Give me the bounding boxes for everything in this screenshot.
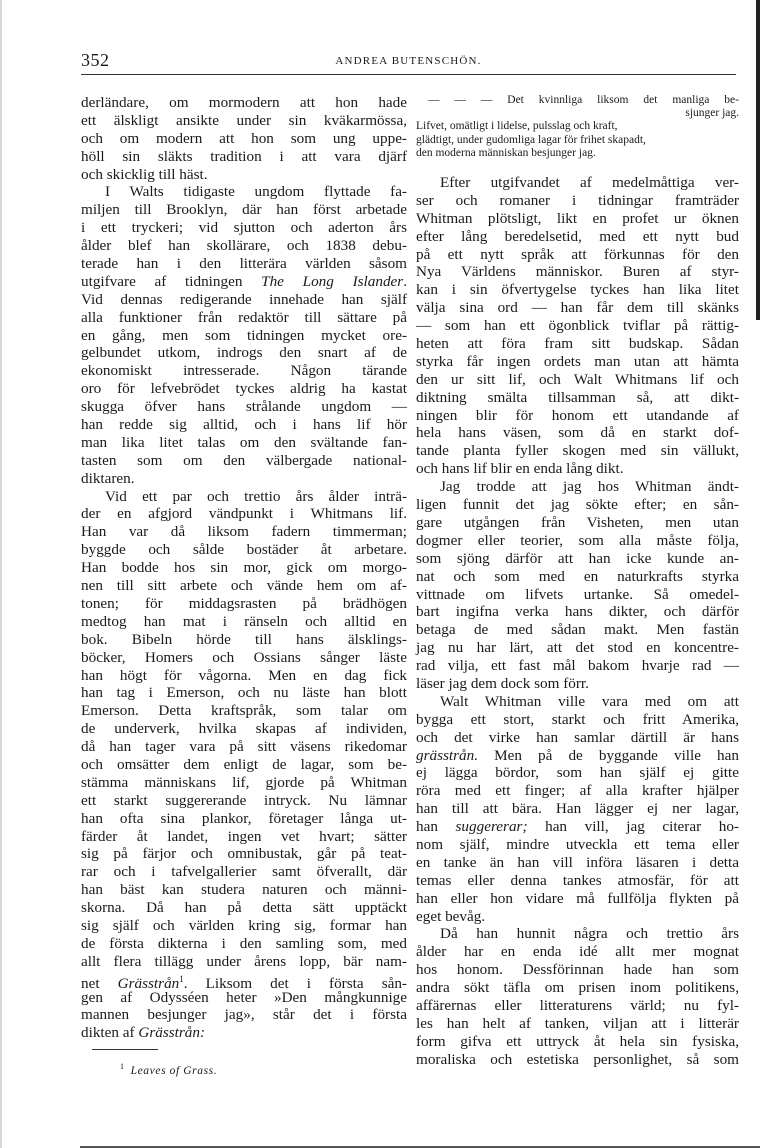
text-line: affärernas eller litteraturens värld; nu fyl- [416, 996, 739, 1014]
text-line: han till att bära. Han lägger ej ner lagar, [416, 800, 739, 818]
text-line: sig själf och världen kring sig, formar han [81, 916, 407, 934]
text-line: diktaren. [81, 469, 135, 487]
text-line: allt flera tillägg under årens lopp, bär nam- [81, 952, 407, 970]
text-line: medtog han mat i ränseln och alltid en [81, 612, 407, 630]
text-fragment: dikten af [81, 1024, 139, 1042]
text-line: hela hans väsen, som då en starkt dof- [416, 424, 739, 442]
left-column [81, 94, 407, 1042]
text-line: och skicklig till häst. [81, 165, 208, 183]
text-line: en tanke än han vill införa läsaren i detta [416, 853, 739, 871]
text-line: gen af Odysséen heter »Den mångkunnige [81, 988, 407, 1006]
text-line: styrka får ingen ordets man utan att hämta [416, 352, 739, 370]
text-line: de första dikterna i den samling som, med [81, 934, 407, 952]
text-line: han tag i Emerson, och nu läste han blott [81, 684, 407, 702]
text-line [416, 747, 739, 765]
text-line: miljen till Brooklyn, där han först arbetade [81, 201, 407, 219]
text-line: ej lägga bördor, som han själf ej gitte [416, 764, 739, 782]
text-line: ekonomiskt intresserade. Någon tärande [81, 362, 407, 380]
text-line: ligen funnit det jag sökte efter; en sån- [416, 496, 739, 514]
text-line: skugga öfver hans strålande ungdom — [81, 398, 407, 416]
text-line: moraliska och estetiska personlighet, så som [416, 1050, 739, 1068]
poem-line: den moderna människan besjunger jag. [416, 146, 596, 159]
paragraph-start: Vid ett par och trettio års ålder inträ- [105, 487, 407, 505]
text-line: och omsätter dem enligt de lagar, som be- [81, 755, 407, 773]
text-line: der en afgjord vändpunkt i Whitmans lif. [81, 505, 407, 523]
paragraph-start: I Walts tidigaste ungdom flyttade fa- [105, 183, 407, 201]
text-line: tasten som om den välbergade national- [81, 451, 407, 469]
emphasis: suggererar; [455, 818, 528, 836]
text-line: som sjöng därför att han icke kunde an- [416, 549, 739, 567]
text-line: ett älskligt ansikte under sin kväkarmössa, [81, 111, 407, 129]
text-line: skorna. Då han på detta sätt upptäckt [81, 899, 407, 917]
text-line: mannen besjunger jag», står det i första [81, 1006, 407, 1024]
text-line: tande planta fyller skogen med sin vällukt, [416, 442, 739, 460]
text-line: den ur sitt lif, och Walt Whitmans lif och [416, 370, 739, 388]
header-rule [81, 74, 736, 75]
text-line [81, 971, 407, 992]
footnote-marker: 1 [120, 1062, 125, 1071]
poem-line: — — — Det kvinnliga liksom det manliga be- [428, 94, 739, 106]
text-line: jag nu har lärt, att det stod en koncentre- [416, 639, 739, 657]
text-line: och det virke han samlar därtill är hans [416, 728, 739, 746]
text-fragment: net [81, 974, 118, 992]
text-line: temas eller denna tankes atmosfär, för att [416, 871, 739, 889]
text-line: och hans lif blir en enda lång dikt. [416, 460, 624, 478]
text-line: kan i sin öfvertygelse tyckes han lika litet [416, 281, 739, 299]
text-line: rar och i tafvelgallerier samt öfverallt, där [81, 863, 407, 881]
poem-line: glädtigt, under gudomliga lagar för frihet skapadt, [416, 133, 646, 146]
text-line: välja sina ord — han får dem till skänks [416, 299, 739, 317]
text-line: Han bodde hos sin mor, gick om morgo- [81, 559, 407, 577]
text-line: nat och som med en naturkrafts styrka [416, 567, 739, 585]
text-line: han ofta sina plankor, företager långa ut- [81, 809, 407, 827]
text-line: betaga de med sådan makt. Men fastän [416, 621, 739, 639]
poem-line: Lifvet, omätligt i lidelse, pulsslag och kraft, [416, 120, 618, 133]
page-header [81, 50, 736, 74]
scan-edge-left [0, 0, 2, 1148]
text-line: höll sin släkts tradition i att vara djärf [81, 147, 407, 165]
paragraph-start: Walt Whitman ville vara med om att [440, 692, 739, 710]
text-line: heten att föra fram sitt budskap. Sådan [416, 335, 739, 353]
text-line: rad vilja, ett fast mål bakom hvarje rad — [416, 657, 739, 675]
text-line: Nya Världens människor. Buren af styr- [416, 263, 739, 281]
text-fragment: utgifvare af tidningen [81, 272, 262, 290]
text-line: form gifva ett uttryck åt hela sin fysiska, [416, 1032, 739, 1050]
poem-quote [416, 94, 739, 160]
text-line: läser jag dem dock som förr. [416, 674, 589, 692]
text-line: Vid dennas redigerande innehade han själf [81, 290, 407, 308]
text-line: gelbundet utkom, indrogs den snart af de [81, 344, 407, 362]
footnote [120, 1062, 217, 1077]
text-line: bart ingifna verka hans dikter, och därför [416, 603, 739, 621]
text-line: gare utgången från Visheten, men utan [416, 513, 739, 531]
text-line: en gång, men som tidningen mycket ore- [81, 326, 407, 344]
footnote-ref[interactable]: 1 [179, 973, 184, 984]
text-line: han redde sig alltid, och i hans lif hör [81, 416, 407, 434]
text-line: ålder blef han skollärare, och 1838 debu- [81, 237, 407, 255]
paragraph-start: Då han hunnit några och trettio års [440, 925, 739, 943]
text-line: Whitman plötsligt, likt en profet ur öknen [416, 209, 739, 227]
text-line: man lika litet talas om den svältande fan- [81, 433, 407, 451]
text-line: på ett nytt språk att förkunnas för den [416, 245, 739, 263]
text-line: les han helt af tanken, viljan att i litterär [416, 1014, 739, 1032]
text-line: bygga ett stort, starkt och fritt Amerika, [416, 710, 739, 728]
text-line: hos honom. Dessförinnan hade han som [416, 961, 739, 979]
text-line [416, 818, 739, 836]
text-fragment: . Liksom det i första sån- [183, 974, 407, 992]
text-line: andra sökt täfla om prisen inom politikens, [416, 979, 739, 997]
text-fragment: Men på de byggande ville han [478, 746, 739, 764]
text-fragment: han vill, jag citerar ho- [527, 818, 739, 836]
right-column [416, 94, 739, 1069]
text-line: derländare, om mormodern att hon hade [81, 94, 407, 111]
text-line: eget bevåg. [416, 907, 486, 925]
text-line: han eller hon vidare må fullfölja flykten på [416, 889, 739, 907]
scan-edge-right [756, 0, 760, 320]
text-line: i ett tryckeri; vid sjutton och aderton års [81, 219, 407, 237]
footnote-text: Leaves of Grass. [130, 1064, 218, 1077]
text-line: böcker, Homers och Ossians sånger läste [81, 648, 407, 666]
text-line: vittnade om lifvets urtanke. Så omedel- [416, 585, 739, 603]
text-line: sig på färjor och omnibustak, går på teat- [81, 845, 407, 863]
text-line: nom själf, mindre utveckla ett tema eller [416, 835, 739, 853]
text-line: tonen; för middagsrasten på brädhögen [81, 594, 407, 612]
text-line: byggde och sålde bostäder åt arbetare. [81, 541, 407, 559]
text-fragment: . [403, 272, 407, 290]
text-line [81, 273, 407, 291]
book-title: Grässtrån [117, 974, 180, 992]
running-head: ANDREA BUTENSCHÖN. [335, 55, 482, 67]
text-line: dogmer eller teorier, som alla måste följa, [416, 531, 739, 549]
text-line: röra med ett finger; af alla krafter hjälper [416, 782, 739, 800]
newspaper-title: The Long Islander [261, 272, 404, 290]
book-title: grässtrån. [416, 746, 479, 764]
text-line: ningen blir för honom ett utandande af [416, 406, 739, 424]
text-line: oro för lefvebrödet tyckes aldrig ha kastat [81, 380, 407, 398]
text-line [81, 1024, 407, 1042]
text-line: han bäst kan studera naturen och männi- [81, 881, 407, 899]
text-line: han högt för vågorna. Men en dag fick [81, 666, 407, 684]
text-line: ser och romaner i tidningar framträder [416, 191, 739, 209]
text-line: — som han ett ögonblick tviflar på rättig- [416, 317, 739, 335]
text-line: då han tager vara på sitt väsens rikedomar [81, 738, 407, 756]
paragraph-start: Jag trodde att jag hos Whitman ändt- [440, 478, 739, 496]
text-line: och om modern att hon som ung uppe- [81, 129, 407, 147]
page-number: 352 [81, 50, 110, 70]
text-line: ålder har en enda idé allt mer mognat [416, 943, 739, 961]
text-line: ett starkt suggererande intryck. Nu lämnar [81, 791, 407, 809]
poem-line: sjunger jag. [685, 107, 739, 120]
text-line: diktning smälta tillsamman så, att dikt- [416, 388, 739, 406]
text-line: de underverk, hvilka skapas af individen, [81, 720, 407, 738]
footnote-rule [92, 1049, 158, 1050]
text-line: Han var då liksom fadern timmerman; [81, 523, 407, 541]
text-line: stämma människans lif, gjorde på Whitman [81, 773, 407, 791]
book-title: Grässtrån: [138, 1024, 206, 1042]
text-line: alla funktioner från redaktör till sättare på [81, 308, 407, 326]
text-line: nen till sitt arbete och vände hem om af- [81, 577, 407, 595]
text-line: terade han i den litterära världen såsom [81, 255, 407, 273]
paragraph-start: Efter utgifvandet af medelmåttiga ver- [440, 174, 739, 192]
text-fragment: han [416, 818, 456, 836]
text-line: bok. Bibeln hörde till hans älsklings- [81, 630, 407, 648]
text-line: färder åt landet, ingen vet hvart; sätter [81, 827, 407, 845]
text-line: Emerson. Detta kraftspråk, som talar om [81, 702, 407, 720]
text-line: efter lång beredelsetid, med ett nytt bud [416, 227, 739, 245]
